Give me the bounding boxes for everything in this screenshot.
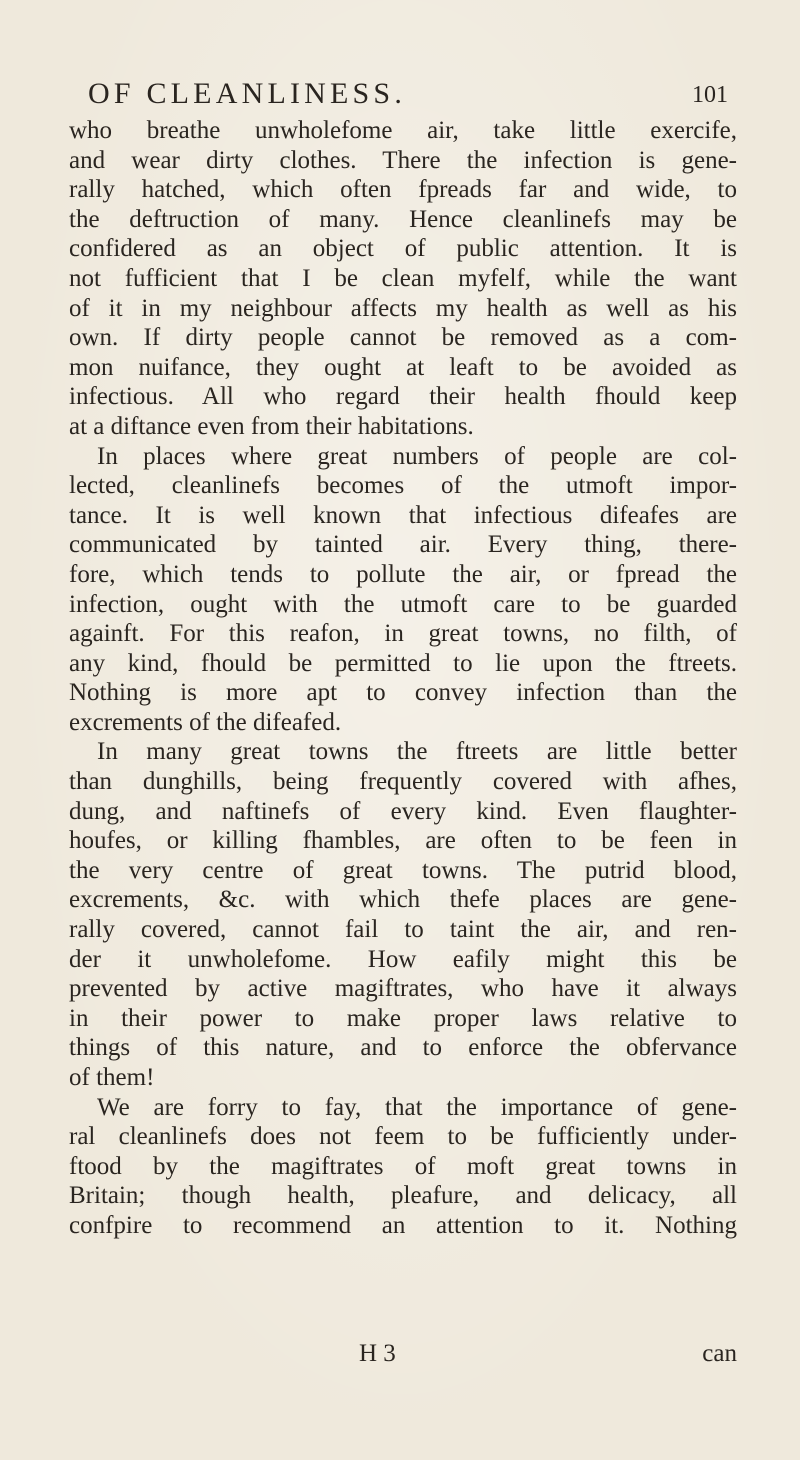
- body-text: [69, 116, 737, 1241]
- signature-mark: H 3: [359, 1340, 396, 1367]
- text-line: who breathe unwholefome air, take little exercife,: [69, 117, 737, 144]
- text-line: things of this nature, and to enforce the obfervance: [69, 1034, 737, 1062]
- text-line: dung, and naftinefs of every kind. Even flaughter-: [69, 797, 737, 825]
- text-line: excrements, &c. with which thefe places are gene-: [69, 886, 737, 914]
- text-line: confidered as an object of public attention. It is: [69, 235, 737, 263]
- text-line: prevented by active magiftrates, who have it always: [69, 975, 737, 1003]
- text-line: of it in my neighbour affects my health as well as his: [69, 294, 737, 322]
- text-line: infectious. All who regard their health fhould keep: [69, 383, 737, 411]
- running-head: OF CLEANLINESS.: [88, 77, 407, 110]
- text-line: tance. It is well known that infectious difeafes are: [69, 501, 737, 529]
- text-line: not fufficient that I be clean myfelf, while the want: [69, 264, 737, 292]
- page-footer: [69, 1339, 737, 1371]
- text-line: rally covered, cannot fail to taint the air, and ren-: [69, 916, 737, 944]
- catchword: can: [702, 1340, 737, 1367]
- text-line: excrements of the difeafed.: [69, 708, 342, 736]
- text-line: fore, which tends to pollute the air, or fpread the: [69, 560, 737, 588]
- text-line: ral cleanlinefs does not feem to be fufficiently under-: [69, 1123, 737, 1151]
- text-line: of them!: [69, 1064, 155, 1091]
- text-line: houfes, or killing fhambles, are often to be feen in: [69, 827, 737, 855]
- text-line: rally hatched, which often fpreads far and wide, to: [69, 176, 737, 204]
- text-line: own. If dirty people cannot be removed as a com-: [69, 324, 737, 352]
- text-line: and wear dirty clothes. There the infection is gene-: [69, 146, 737, 174]
- text-line: the very centre of great towns. The putrid blood,: [69, 856, 737, 884]
- page-number: 101: [692, 82, 728, 108]
- text-line: In many great towns the ftreets are little better: [97, 738, 737, 766]
- text-line: mon nuifance, they ought at leaft to be avoided as: [69, 353, 737, 381]
- text-line: againft. For this reafon, in great towns, no filth, of: [69, 620, 737, 648]
- text-line: than dunghills, being frequently covered with afhes,: [69, 768, 737, 796]
- text-line: lected, cleanlinefs becomes of the utmoft impor-: [69, 472, 737, 500]
- text-line: in their power to make proper laws relative to: [69, 1004, 737, 1032]
- text-line: the deftruction of many. Hence cleanlinefs may be: [69, 205, 737, 233]
- text-line: infection, ought with the utmoft care to be guarded: [69, 590, 737, 618]
- page-header: [88, 74, 728, 114]
- text-line: Nothing is more apt to convey infection than the: [69, 679, 737, 707]
- text-line: In places where great numbers of people are col-: [97, 442, 737, 470]
- text-line: der it unwholefome. How eafily might this be: [69, 945, 737, 973]
- text-line: confpire to recommend an attention to it. Nothing: [69, 1211, 737, 1239]
- text-line: ftood by the magiftrates of moft great towns in: [69, 1152, 737, 1180]
- text-line: communicated by tainted air. Every thing, there-: [69, 531, 737, 559]
- text-line: at a diftance even from their habitations.: [69, 412, 474, 440]
- text-line: We are forry to fay, that the importance of gene-: [97, 1093, 737, 1121]
- text-line: any kind, fhould be permitted to lie upon the ftreets.: [69, 649, 737, 677]
- text-line: Britain; though health, pleafure, and delicacy, all: [69, 1182, 737, 1210]
